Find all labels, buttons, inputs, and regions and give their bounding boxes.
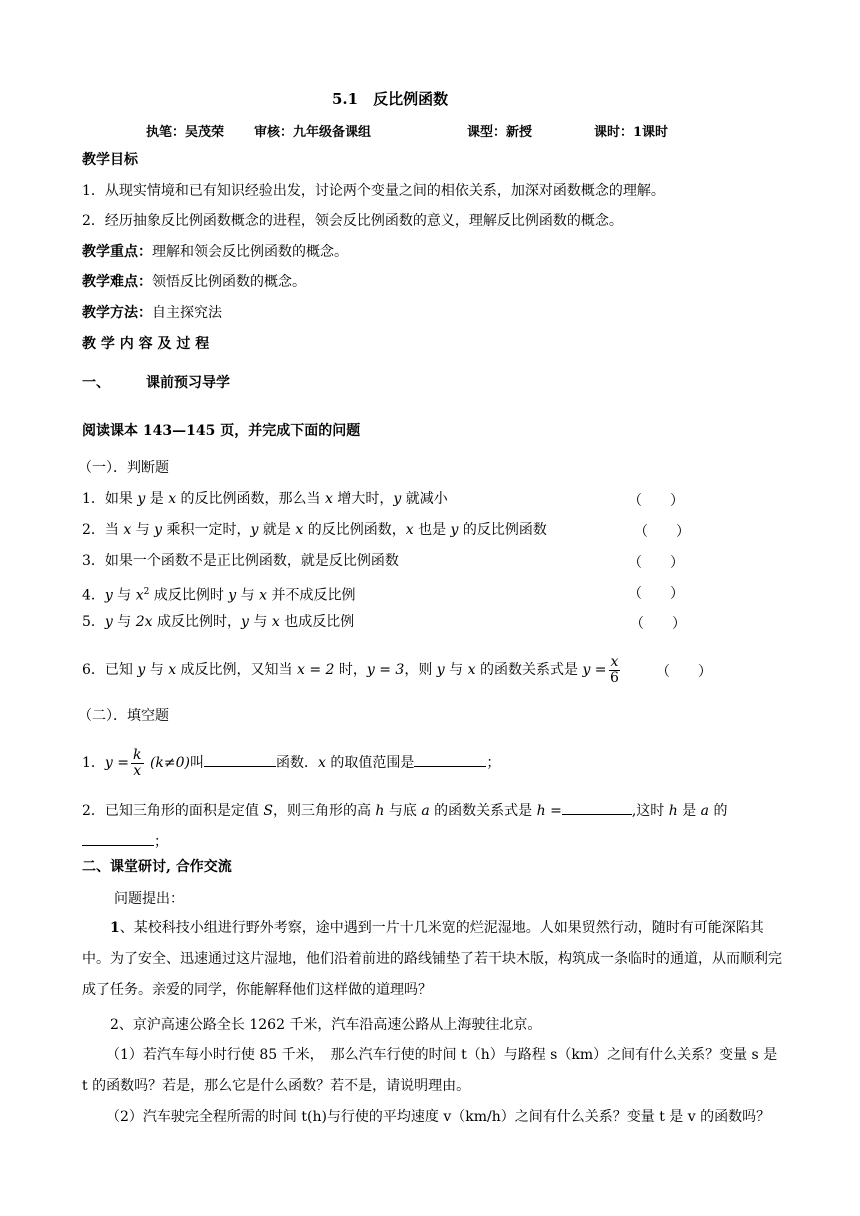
method xyxy=(82,304,222,322)
problem-intro: 问题提出： xyxy=(114,891,184,907)
goals-heading: 教学目标 xyxy=(82,152,138,168)
method-label: 教学方法： xyxy=(82,305,152,321)
goal-1: 1．从现实情境和已有知识经验出发，讨论两个变量之间的相依关系，加深对函数概念的理解。 xyxy=(82,183,665,199)
key-point xyxy=(82,243,348,261)
page-title: 5.1 反比例函数 xyxy=(332,90,449,108)
fraction-k-over-x: $\frac{k}{x}$ xyxy=(133,746,142,779)
section-1-title: 课前预习导学 xyxy=(146,375,230,391)
section-1-number: 一、 xyxy=(82,375,110,391)
problem-2-part-2: （2）汽车驶完全程所需的时间 t(h)与行使的平均速度 v（km/h）之间有什么关系？变量 t 是 v 的函数吗？ xyxy=(106,1109,771,1125)
difficulty xyxy=(82,273,306,291)
author: 执笔：吴茂荣 xyxy=(146,125,225,140)
part-1-heading: （一）．判断题 xyxy=(78,460,169,476)
answer-bracket-5[interactable]: （ ） xyxy=(630,616,686,632)
goal-2: 2．经历抽象反比例函数概念的进程，领会反比例函数的意义，理解反比例函数的概念。 xyxy=(82,213,623,229)
method-text: 自主探究法 xyxy=(152,305,222,321)
answer-bracket-3[interactable]: （ ） xyxy=(628,555,684,571)
process-heading: 教 学 内 容 及 过 程 xyxy=(82,336,210,352)
reviewer: 审核：九年级备课组 xyxy=(254,125,372,140)
question-3: 3．如果一个函数不是正比例函数，就是反比例函数 xyxy=(82,553,399,569)
key-text: 理解和领会反比例函数的概念。 xyxy=(152,244,348,260)
fill-question-1: 1．y = $\frac{k}{x}$ (k≠0)叫 函数．x 的取值范围是 ； xyxy=(82,746,501,779)
blank-function-type[interactable] xyxy=(204,753,276,767)
blank-h-formula[interactable] xyxy=(562,801,632,815)
lesson-period: 课时：1课时 xyxy=(594,125,669,140)
answer-bracket-4[interactable]: （ ） xyxy=(628,586,684,602)
diff-text: 领悟反比例函数的概念。 xyxy=(152,274,306,290)
question-5: 5．y 与 2x 成反比例时，y 与 x 也成反比例 xyxy=(82,614,355,630)
question-6: 6．已知 y 与 x 成反比例，又知当 x = 2 时，y = 3，则 y 与 x 的函数关系式是 y = $\frac{x}{6}$ xyxy=(82,653,619,686)
question-2: 2．当 x 与 y 乘积一定时，y 就是 x 的反比例函数，x 也是 y 的反比例函数 xyxy=(82,522,547,538)
reading-instruction: 阅读课本 143—145 页，并完成下面的问题 xyxy=(82,423,361,439)
diff-label: 教学难点： xyxy=(82,274,152,290)
blank-x-range[interactable] xyxy=(414,753,486,767)
key-label: 教学重点： xyxy=(82,244,152,260)
question-1: 1．如果 y 是 x 的反比例函数，那么当 x 增大时，y 就减小 xyxy=(82,491,448,507)
lesson-type: 课型：新授 xyxy=(467,125,533,140)
fill-question-2: 2．已知三角形的面积是定值 S，则三角形的高 h 与底 a 的函数关系式是 h = ,这时 h 是 a 的 xyxy=(82,803,728,819)
problem-2: 2、京沪高速公路全长 1262 千米，汽车沿高速公路从上海驶往北京。 xyxy=(110,1017,542,1033)
answer-bracket-2[interactable]: （ ） xyxy=(634,524,690,540)
section-2-title: 二、课堂研讨, 合作交流 xyxy=(82,859,232,875)
answer-bracket-1[interactable]: （ ） xyxy=(628,493,684,509)
part-2-heading: （二）．填空题 xyxy=(78,708,169,724)
question-4: 4．y 与 $x^2$ 成反比例时 y 与 x 并不成反比例 xyxy=(82,587,356,604)
fill-question-2-cont: ； xyxy=(82,832,168,851)
fraction-x-over-6: $\frac{x}{6}$ xyxy=(610,653,619,686)
problem-1: 1、某校科技小组进行野外考察，途中遇到一片十几米宽的烂泥湿地。人如果贸然行动，随时有可能深陷其中。为了安全、迅速通过这片湿地，他们沿着前进的路线铺垫了若干块木版，构筑成一条临时的通道，从而顺利完成了任务。亲爱的同学，你能解释他们这样做的道理吗？ xyxy=(82,920,782,998)
problem-2-part-1: （1）若汽车每小时行使 85 千米， 那么汽车行使的时间 t（h）与路程 s（km）之间有什么关系？变量 s 是 t 的函数吗？若是，那么它是什么函数？若不是，请说明理由。 xyxy=(82,1047,778,1094)
answer-bracket-6[interactable]: （ ） xyxy=(656,664,712,680)
blank-h-relation[interactable] xyxy=(82,832,154,846)
